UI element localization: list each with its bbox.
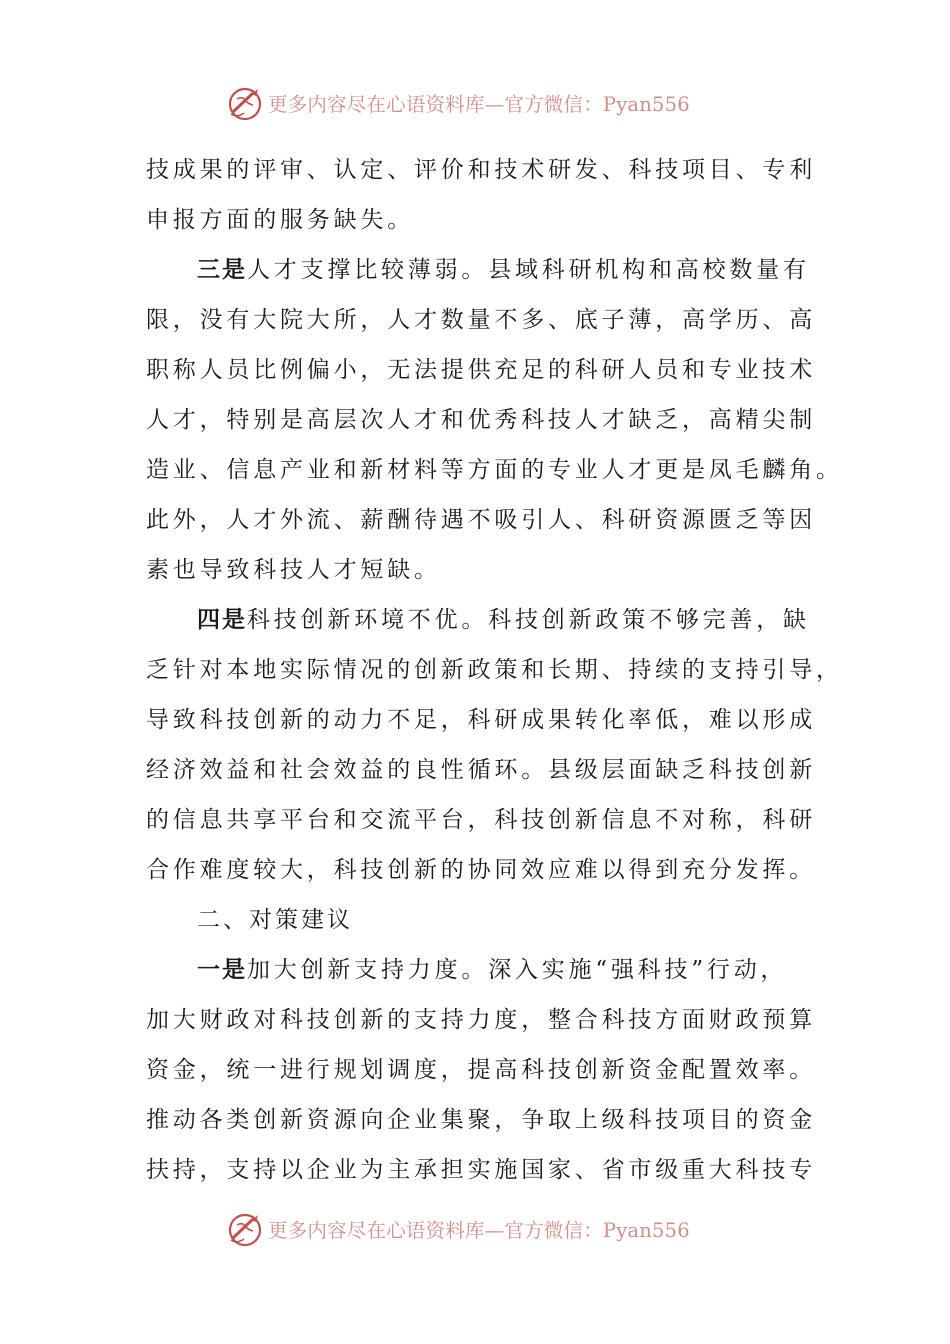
watermark-text: 更多内容尽在心语资料库—官方微信：Pyan556 (268, 1219, 690, 1242)
footer-watermark (225, 1207, 745, 1251)
pen-logo-icon (225, 1209, 265, 1249)
text-line: 导致科技创新的动力不足，科研成果转化率低，难以形成 (146, 707, 816, 733)
paragraph-text: 科技创新环境不优。科技创新政策不够完善，缺 (247, 607, 810, 633)
section-heading: 二、对策建议 (197, 907, 353, 933)
paragraph-lead: 一是 (197, 956, 247, 983)
paragraph-lead: 四是 (197, 606, 247, 633)
text-line: 职称人员比例偏小，无法提供充足的科研人员和专业技术 (146, 357, 816, 383)
text-line: 加大财政对科技创新的支持力度，整合科技方面财政预算 (146, 1007, 816, 1033)
text-line: 申报方面的服务缺失。 (146, 207, 414, 233)
paragraph-text: 人才支撑比较薄弱。县域科研机构和高校数量有 (247, 257, 810, 283)
paragraph-first-line (146, 245, 810, 295)
pen-logo-icon (225, 83, 265, 123)
text-line: 乏针对本地实际情况的创新政策和长期、持续的支持引导， (146, 657, 843, 683)
paragraph-text: 加大创新支持力度。深入实施“强科技”行动， (247, 957, 788, 983)
text-line: 的信息共享平台和交流平台，科技创新信息不对称，科研 (146, 807, 816, 833)
text-line: 推动各类创新资源向企业集聚，争取上级科技项目的资金 (146, 1107, 816, 1133)
text-line: 合作难度较大，科技创新的协同效应难以得到充分发挥。 (146, 857, 816, 883)
paragraph-first-line (146, 945, 806, 995)
document-body (146, 145, 843, 1195)
watermark-text: 更多内容尽在心语资料库—官方微信：Pyan556 (268, 93, 690, 116)
text-line: 此外，人才外流、薪酬待遇不吸引人、科研资源匮乏等因 (146, 507, 816, 533)
text-line: 经济效益和社会效益的良性循环。县级层面缺乏科技创新 (146, 757, 816, 783)
paragraph-first-line (146, 595, 810, 645)
text-line: 技成果的评审、认定、评价和技术研发、科技项目、专利 (146, 157, 816, 183)
text-line: 资金，统一进行规划调度，提高科技创新资金配置效率。 (146, 1057, 816, 1083)
header-watermark (225, 81, 745, 125)
text-line: 限，没有大院大所，人才数量不多、底子薄，高学历、高 (146, 307, 816, 333)
text-line: 造业、信息产业和新材料等方面的专业人才更是凤毛麟角。 (146, 457, 843, 483)
text-line: 素也导致科技人才短缺。 (146, 557, 441, 583)
paragraph-lead: 三是 (197, 256, 247, 283)
text-line: 扶持，支持以企业为主承担实施国家、省市级重大科技专 (146, 1157, 816, 1183)
text-line: 人才，特别是高层次人才和优秀科技人才缺乏，高精尖制 (146, 407, 816, 433)
